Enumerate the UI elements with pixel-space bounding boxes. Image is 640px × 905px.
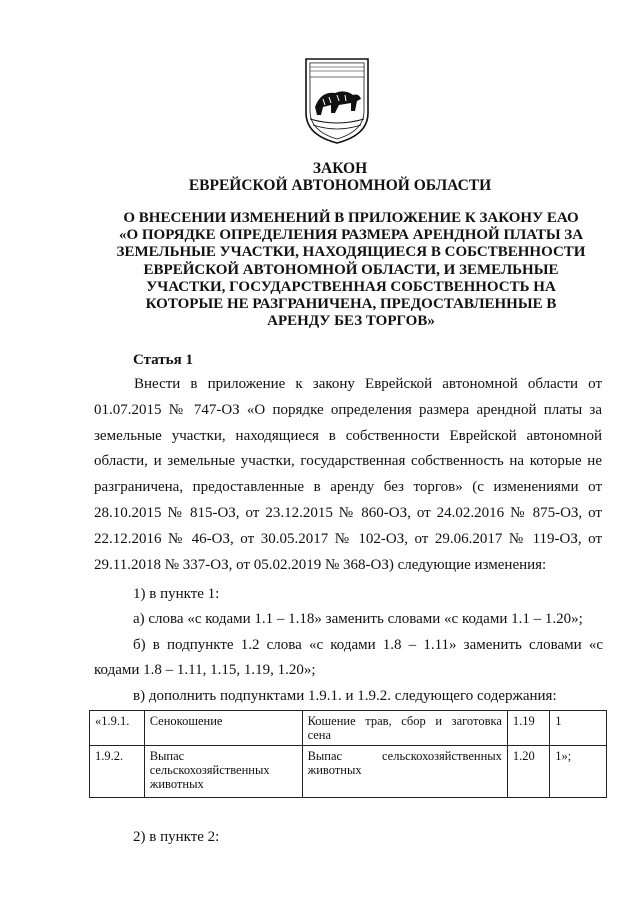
table-row (90, 711, 607, 746)
table-cell: 1.9.2. (90, 746, 145, 798)
table-cell: 1.20 (507, 746, 549, 798)
item-1b-line1: б) в подпункте 1.2 слова «с кодами 1.8 – 1.11» заменить словами «с (133, 637, 603, 653)
article-heading: Статья 1 (133, 352, 193, 368)
subtitle-line: КОТОРЫЕ НЕ РАЗГРАНИЧЕНА, ПРЕДОСТАВЛЕННЫЕ В (145, 296, 557, 313)
item-1b-line2: кодами 1.8 – 1.11, 1.15, 1.19, 1.20»; (94, 662, 316, 678)
table-cell: Сенокошение (144, 711, 302, 746)
table-cell: Выпас сельскохозяйственных животных (144, 746, 302, 798)
law-subtitle (96, 210, 606, 330)
table-row (90, 746, 607, 798)
subtitle-line: АРЕНДУ БЕЗ ТОРГОВ» (267, 313, 435, 330)
table-cell: «1.9.1. (90, 711, 145, 746)
table-cell: Кошение трав, сбор и заготовка сена (302, 711, 507, 746)
item-1c: в) дополнить подпунктами 1.9.1. и 1.9.2. следующего содержания: (133, 688, 557, 704)
item-1: 1) в пункте 1: (133, 586, 220, 602)
table-cell: 1»; (550, 746, 607, 798)
amendment-table (89, 710, 607, 798)
item-1a: а) слова «с кодами 1.1 – 1.18» заменить словами «с кодами 1.1 – 1.20»; (133, 611, 583, 627)
subtitle-line: ЗЕМЕЛЬНЫЕ УЧАСТКИ, НАХОДЯЩИЕСЯ В СОБСТВЕННОСТИ (116, 244, 586, 261)
item-2: 2) в пункте 2: (133, 829, 220, 845)
article-intro-paragraph: Внести в приложение к закону Еврейской автономной области от 01.07.2015 № 747-ОЗ «О порядке определения размера арендной платы за земельные участки, находящиеся в собственности Еврейской автономной области, и земельные участки, государственная собственность на которые не разграничена, предоставленные в аренду без торгов» (с изменениями от 28.10.2015 № 815-ОЗ, от 23.12.2015 № 860-ОЗ, от 24.02.2016 № 875-ОЗ, от 22.12.2016 № 46-ОЗ, от 30.05.2017 № 102-ОЗ, от 29.06.2017 № 119-ОЗ, от 29.11.2018 № 337-ОЗ, от 05.02.2019 № 368-ОЗ) следующие изменения: (94, 376, 602, 573)
subtitle-line: О ВНЕСЕНИИ ИЗМЕНЕНИЙ В ПРИЛОЖЕНИЕ К ЗАКОНУ ЕАО (123, 210, 579, 226)
table-cell: Выпас сельскохозяйственных животных (302, 746, 507, 798)
law-title (90, 160, 590, 194)
table-cell: 1.19 (507, 711, 549, 746)
law-title-line1: ЗАКОН (312, 160, 368, 177)
subtitle-line: ЕВРЕЙСКОЙ АВТОНОМНОЙ ОБЛАСТИ, И ЗЕМЕЛЬНЫЕ (143, 261, 559, 278)
table-cell: 1 (550, 711, 607, 746)
subtitle-line: «О ПОРЯДКЕ ОПРЕДЕЛЕНИЯ РАЗМЕРА АРЕНДНОЙ ПЛАТЫ ЗА (118, 227, 584, 244)
subtitle-line: УЧАСТКИ, ГОСУДАРСТВЕННАЯ СОБСТВЕННОСТЬ НА (146, 278, 556, 295)
coat-of-arms-icon (301, 55, 373, 145)
law-title-line2: ЕВРЕЙСКОЙ АВТОНОМНОЙ ОБЛАСТИ (188, 177, 492, 194)
